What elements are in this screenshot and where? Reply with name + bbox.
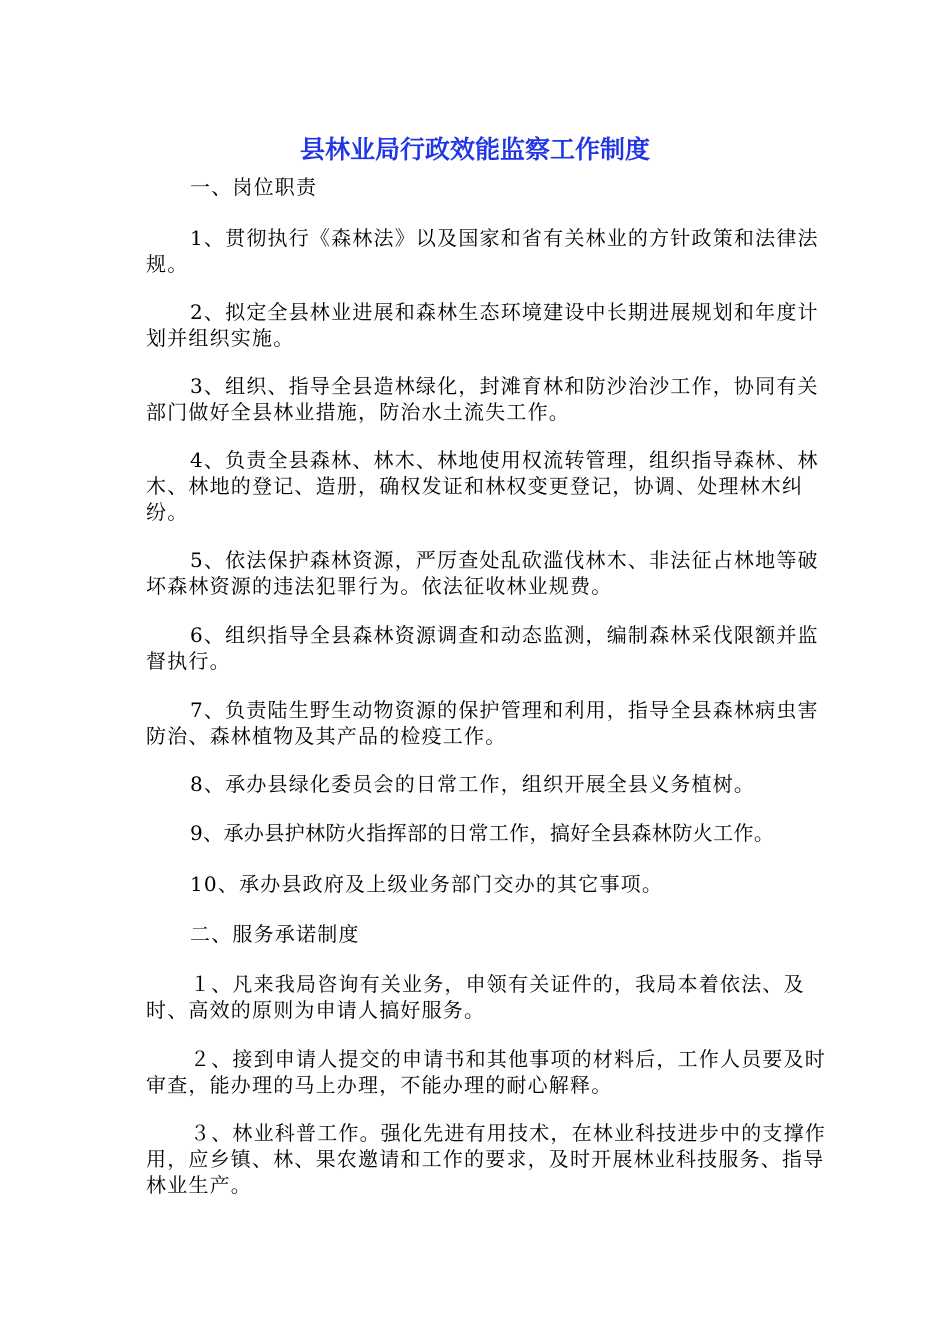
section1-item-7: 7、负责陆生野生动物资源的保护管理和利用，指导全县森林病虫害防治、森林植物及其产品的检疫工作。	[146, 698, 819, 748]
section1-heading: 一、岗位职责	[190, 175, 318, 199]
section2-item-2: ２、接到申请人提交的申请书和其他事项的材料后，工作人员要及时审查，能办理的马上办理，不能办理的耐心解释。	[146, 1047, 826, 1097]
section2-item-3: ３、林业科普工作。强化先进有用技术，在林业科技进步中的支撑作用，应乡镇、林、果农邀请和工作的要求，及时开展林业科技服务、指导林业生产。	[146, 1121, 826, 1197]
section1-item-3: 3、组织、指导全县造林绿化，封滩育林和防沙治沙工作，协同有关部门做好全县林业措施，防治水土流失工作。	[146, 374, 819, 424]
section2-item-1: １、凡来我局咨询有关业务，申领有关证件的，我局本着依法、及时、高效的原则为申请人搞好服务。	[146, 972, 805, 1022]
section1-item-9: 9、承办县护林防火指挥部的日常工作，搞好全县森林防火工作。	[190, 821, 775, 845]
section1-item-2: 2、拟定全县林业进展和森林生态环境建设中长期进展规划和年度计划并组织实施。	[146, 300, 819, 350]
section1-item-6: 6、组织指导全县森林资源调查和动态监测，编制森林采伐限额并监督执行。	[146, 623, 819, 673]
section1-item-5: 5、依法保护森林资源，严厉查处乱砍滥伐林木、非法征占林地等破坏森林资源的违法犯罪行为。依法征收林业规费。	[146, 548, 819, 598]
section1-item-4: 4、负责全县森林、林木、林地使用权流转管理，组织指导森林、林木、林地的登记、造册，确权发证和林权变更登记，协调、处理林木纠纷。	[146, 448, 819, 524]
section1-item-8: 8、承办县绿化委员会的日常工作，组织开展全县义务植树。	[190, 772, 756, 796]
section2-heading: 二、服务承诺制度	[190, 922, 360, 946]
section1-item-10: 10、承办县政府及上级业务部门交办的其它事项。	[190, 872, 664, 896]
document-title: 县林业局行政效能监察工作制度	[299, 135, 650, 164]
section1-item-1: 1、贯彻执行《森林法》以及国家和省有关林业的方针政策和法律法规。	[146, 226, 819, 276]
